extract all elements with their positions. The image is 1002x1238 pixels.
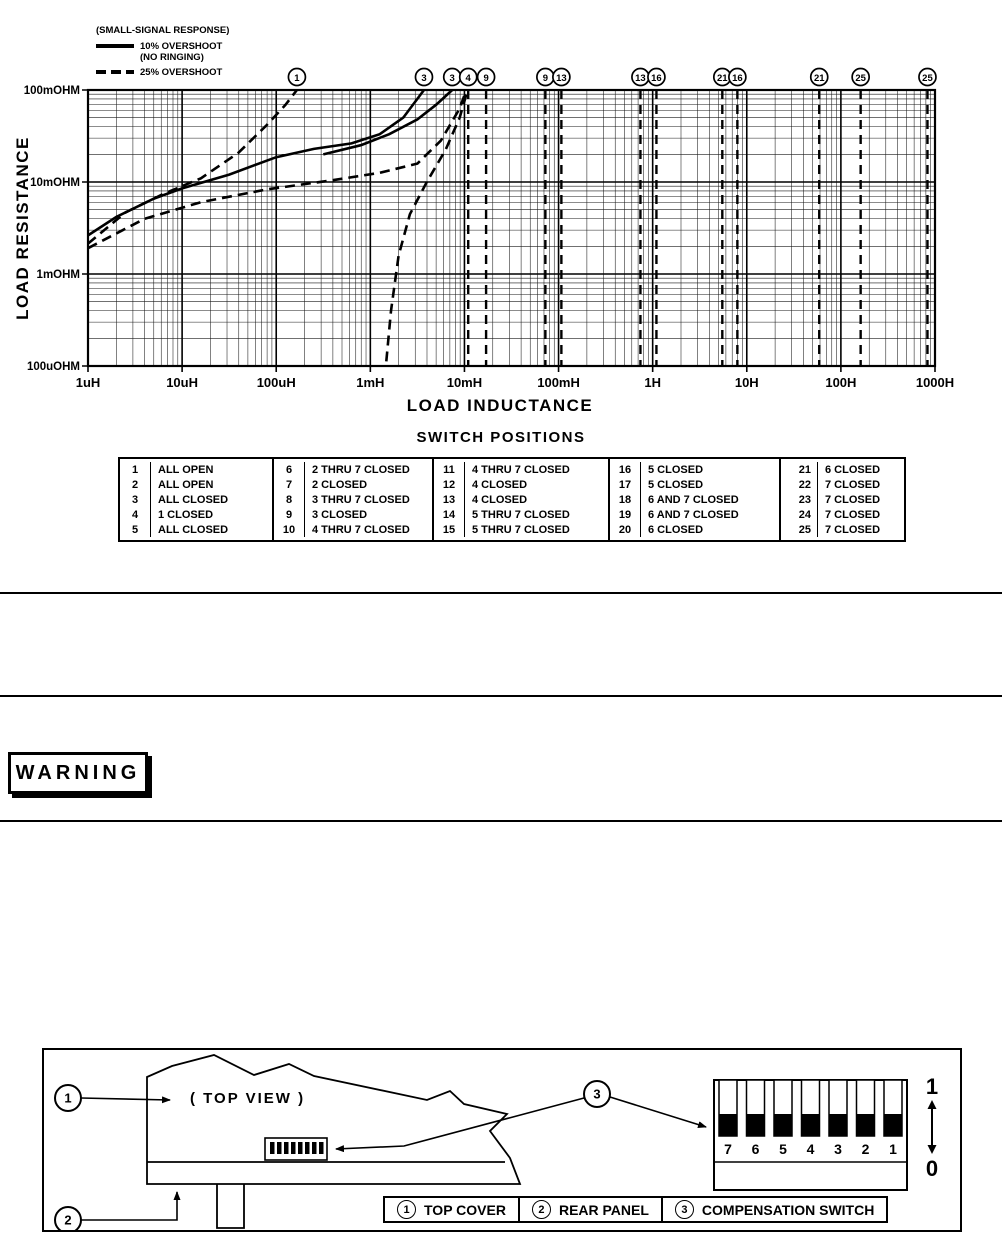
svg-text:1: 1 <box>889 1141 897 1157</box>
switch-group-4 <box>610 459 781 540</box>
switch-position-number: 12 <box>442 478 456 491</box>
svg-text:1mOHM: 1mOHM <box>36 269 80 281</box>
svg-text:0: 0 <box>925 1156 939 1181</box>
svg-text:7: 7 <box>724 1141 732 1157</box>
switch-setting-markers <box>288 69 936 86</box>
switch-position-description: 7 CLOSED <box>817 492 904 507</box>
svg-text:13: 13 <box>556 72 567 84</box>
svg-text:100H: 100H <box>825 375 857 390</box>
svg-text:2: 2 <box>861 1141 870 1157</box>
svg-text:1: 1 <box>925 1074 939 1099</box>
key-item-top-cover <box>383 1196 520 1223</box>
switch-position-number: 16 <box>618 463 632 476</box>
switch-position-description: 5 CLOSED <box>640 477 779 492</box>
svg-text:10uH: 10uH <box>166 375 199 390</box>
key-label-rear-panel: REAR PANEL <box>558 1201 649 1218</box>
switch-position-description: 4 THRU 7 CLOSED <box>464 462 608 477</box>
switch-position-number: 15 <box>442 523 456 536</box>
switch-position-number: 25 <box>798 523 811 536</box>
switch-positions-title: SWITCH POSITIONS <box>416 429 586 446</box>
svg-text:3: 3 <box>421 72 427 84</box>
switch-position-description: 1 CLOSED <box>150 507 272 522</box>
svg-text:100mH: 100mH <box>537 375 580 390</box>
load-inductance-vs-resistance-chart <box>0 0 1002 426</box>
svg-text:100uH: 100uH <box>256 375 296 390</box>
svg-text:10mH: 10mH <box>446 375 483 390</box>
switch-position-description: 7 CLOSED <box>817 477 904 492</box>
switch-position-description: 2 THRU 7 CLOSED <box>304 462 432 477</box>
switch-position-description: 4 CLOSED <box>464 477 608 492</box>
switch-position-description: 6 CLOSED <box>640 522 779 537</box>
switch-position-number: 18 <box>618 493 632 506</box>
svg-text:4: 4 <box>806 1141 815 1157</box>
svg-text:1mH: 1mH <box>356 375 385 390</box>
key-item-compensation-switch <box>661 1196 888 1223</box>
svg-text:5: 5 <box>779 1141 787 1157</box>
svg-text:25: 25 <box>922 72 933 84</box>
horizontal-rule <box>0 695 1002 697</box>
switch-position-description: 6 CLOSED <box>817 462 904 477</box>
svg-text:13: 13 <box>635 72 646 84</box>
svg-text:100uOHM: 100uOHM <box>26 361 80 373</box>
switch-position-description: 4 THRU 7 CLOSED <box>304 522 432 537</box>
switch-position-description: 7 CLOSED <box>817 522 904 537</box>
svg-text:16: 16 <box>732 72 743 84</box>
svg-text:3: 3 <box>834 1141 842 1157</box>
chart-grid <box>82 90 935 372</box>
switch-position-number: 6 <box>285 463 293 476</box>
switch-position-number: 3 <box>131 493 139 506</box>
key-label-top-cover: TOP COVER <box>424 1201 506 1218</box>
switch-position-number: 20 <box>618 523 632 536</box>
horizontal-rule <box>0 592 1002 594</box>
svg-text:3: 3 <box>449 72 455 84</box>
svg-text:(NO RINGING): (NO RINGING) <box>140 52 204 63</box>
switch-position-number: 4 <box>131 508 139 521</box>
svg-text:25% OVERSHOOT: 25% OVERSHOOT <box>140 67 223 78</box>
warning-label: WARNING <box>15 761 141 784</box>
switch-position-description: 5 THRU 7 CLOSED <box>464 522 608 537</box>
chart-legend <box>96 25 229 78</box>
svg-text:100mOHM: 100mOHM <box>23 85 80 97</box>
svg-text:16: 16 <box>651 72 662 84</box>
svg-text:1uH: 1uH <box>75 375 101 390</box>
callout-1-icon: 1 <box>397 1200 416 1219</box>
switch-position-description: ALL OPEN <box>150 477 272 492</box>
switch-position-number: 10 <box>282 523 296 536</box>
figure-key <box>383 1196 888 1223</box>
svg-text:9: 9 <box>483 72 489 84</box>
switch-group-5 <box>781 459 904 540</box>
switch-position-description: 3 THRU 7 CLOSED <box>304 492 432 507</box>
svg-text:1: 1 <box>294 72 300 84</box>
switch-position-description: ALL CLOSED <box>150 522 272 537</box>
compensation-switch-small <box>265 1138 327 1160</box>
switch-position-number: 19 <box>618 508 632 521</box>
svg-text:3: 3 <box>593 1086 601 1102</box>
callout-3-icon: 3 <box>675 1200 694 1219</box>
svg-text:1H: 1H <box>644 375 661 390</box>
svg-text:10% OVERSHOOT: 10% OVERSHOOT <box>140 41 223 52</box>
switch-position-number: 13 <box>442 493 456 506</box>
switch-group-2 <box>274 459 434 540</box>
switch-position-description: 3 CLOSED <box>304 507 432 522</box>
switch-position-number: 5 <box>131 523 139 536</box>
svg-text:LOAD RESISTANCE: LOAD RESISTANCE <box>13 136 32 320</box>
switch-position-description: 5 THRU 7 CLOSED <box>464 507 608 522</box>
svg-text:21: 21 <box>813 72 825 84</box>
curve-dashed <box>88 90 297 244</box>
curve-solid <box>88 90 424 235</box>
curve-dashed <box>386 95 466 362</box>
switch-position-description: ALL CLOSED <box>150 492 272 507</box>
svg-text:4: 4 <box>465 72 471 84</box>
svg-text:1: 1 <box>64 1090 72 1106</box>
key-label-compensation-switch: COMPENSATION SWITCH <box>701 1201 875 1218</box>
warning-box <box>8 752 148 794</box>
switch-position-number: 1 <box>131 463 139 476</box>
svg-text:9: 9 <box>542 72 549 84</box>
switch-position-number: 14 <box>442 508 456 521</box>
switch-position-number: 11 <box>443 463 455 476</box>
switch-position-description: ALL OPEN <box>150 462 272 477</box>
switch-position-number: 21 <box>798 463 811 476</box>
horizontal-rule <box>0 820 1002 822</box>
switch-position-description: 7 CLOSED <box>817 507 904 522</box>
switch-position-number: 2 <box>131 478 139 491</box>
switch-group-3 <box>434 459 610 540</box>
switch-position-number: 22 <box>798 478 811 491</box>
switch-position-description: 2 CLOSED <box>304 477 432 492</box>
switch-position-number: 24 <box>798 508 811 521</box>
switch-group-1 <box>120 459 274 540</box>
switch-position-description: 4 CLOSED <box>464 492 608 507</box>
svg-text:1000H: 1000H <box>915 375 955 390</box>
svg-text:(SMALL-SIGNAL RESPONSE): (SMALL-SIGNAL RESPONSE) <box>96 25 230 36</box>
switch-position-number: 23 <box>798 493 811 506</box>
svg-text:LOAD INDUCTANCE: LOAD INDUCTANCE <box>406 396 594 415</box>
switch-position-description: 5 CLOSED <box>640 462 779 477</box>
switch-state-indicator <box>926 1074 938 1181</box>
svg-text:25: 25 <box>855 72 866 84</box>
callout-2-icon: 2 <box>532 1200 551 1219</box>
switch-position-number: 17 <box>618 478 632 491</box>
svg-text:10H: 10H <box>734 375 759 390</box>
switch-position-description: 6 AND 7 CLOSED <box>640 492 779 507</box>
switch-positions-table <box>118 457 906 542</box>
switch-position-number: 8 <box>285 493 293 506</box>
compensation-switch-enlarged <box>714 1080 907 1190</box>
svg-text:10mOHM: 10mOHM <box>30 177 80 189</box>
top-view-label: ( TOP VIEW ) <box>190 1090 306 1107</box>
switch-position-description: 6 AND 7 CLOSED <box>640 507 779 522</box>
svg-text:6: 6 <box>751 1141 760 1157</box>
switch-position-number: 9 <box>285 508 293 521</box>
key-item-rear-panel <box>518 1196 663 1223</box>
svg-text:21: 21 <box>717 72 728 84</box>
switch-position-number: 7 <box>285 478 293 491</box>
top-view-figure <box>42 1048 962 1232</box>
svg-text:2: 2 <box>64 1212 72 1228</box>
